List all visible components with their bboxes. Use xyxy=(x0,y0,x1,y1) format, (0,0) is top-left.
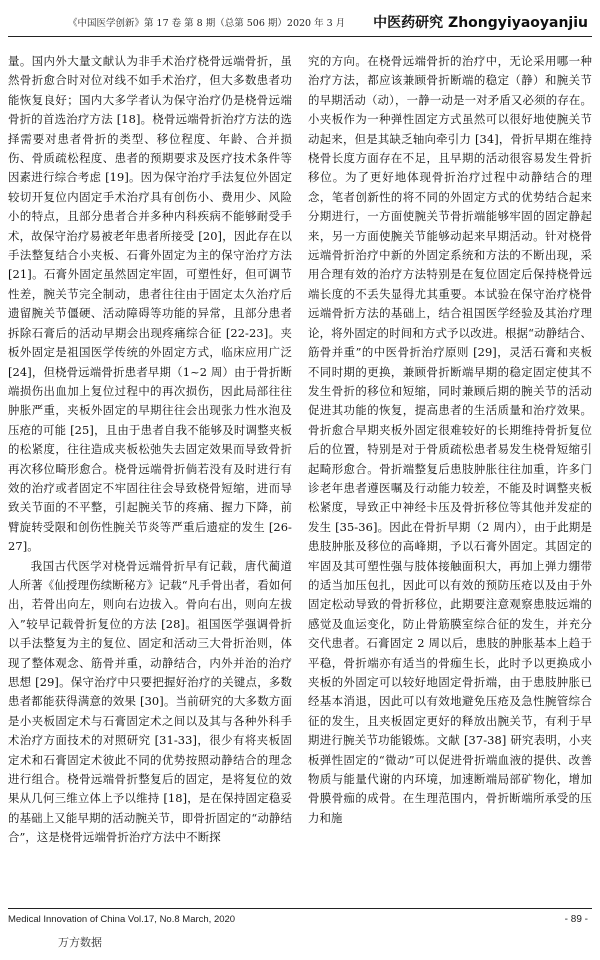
right-paragraph-1: 究的方向。在桡骨远端骨折的治疗中，无论采用哪一种治疗方法，都应该兼顾骨折断端的稳定（静）和腕关节的早期活动（动），一静一动是一对矛盾又必须的存在。小夹板作为一种弹性固定方式虽然可以很好地使腕关节动起来，但是其缺乏轴向牵引力 [34]，骨折早期在维持桡骨长度方面存在不足，且早期的活动很容易发生骨折移位。为了更好地体现骨折治疗过程中动静结合的理念，笔者创新性的将不同的外固定方式的优势结合起来分期进行，一方面使腕关节骨折端能够牢固的固定静起来，另一方面使腕关节能够动起来早期活动。针对桡骨远端骨折治疗中新的外固定系统和方法的不断出现，采用合理有效的治疗方法特别是在复位固定后保持桡骨远端长度的不丢失显得尤其重要。本试验在保守治疗桡骨远端骨折方法的基础上，结合祖国医学经验及其治疗理论，将外固定的时间和方式予以改进。根据“动静结合、筋骨并重”的中医骨折治疗原则 [29]，灵活石膏和夹板不同时期的更换，兼顾骨折断端早期的稳定固定使其不发生骨折的移位和短缩，同时兼顾后期的腕关节的活动促进其功能的恢复，提高患者的生活质量和治疗效果。骨折愈合早期夹板外固定很难较好的长期维持骨折复位后的位置，特别是对于骨质疏松患者易发生桡骨短缩引起畸形愈合。骨折端整复后患肢肿胀往往加重，许多门诊老年患者遵医嘱及行动能力较差，不能及时调整夹板松紧度，导致正中神经卡压及骨折移位等其他并发症的发生 [35-36]。因此在骨折早期（2 周内），由于此期是患肢肿胀及移位的高峰期，予以石膏外固定。其固定的牢固及其可塑性强与肢体接触面积大，再加上弹力绷带的适当加压包扎，因此可以有效的预防压疮以及由于外固定松动导致的骨折移位，此期要注意观察患肢远端的感觉及血运变化，防止骨筋膜室综合征的发生，并充分交代患者。石膏固定 2 周以后，患肢的肿胀基本上趋于平稳，骨折端亦有适当的骨痂生长，此时予以更换成小夹板的外固定可以较好地固定骨折端，由于患肢肿胀已经基本消退，因此可以有效地避免压疮及急性腕管综合征的发生，且夹板固定更好的释放出腕关节，有利于早期进行腕关节功能锻炼。文献 [37-38] 研究表明，小夹板弹性固定的“微动”可以促进骨折端血液的提供、改善物质与能量代谢的内环境，加速断端局部矿物化，增加骨膜骨痂的成骨。在生理范围内，骨折断端所承受的压力和施 xyxy=(308,54,592,825)
left-column xyxy=(8,52,292,848)
page-header xyxy=(8,12,592,32)
footer-journal-citation: Medical Innovation of China Vol.17, No.8 March, 2020 xyxy=(8,914,236,925)
section-title: 中医药研究 Zhongyiyaoyanjiu xyxy=(373,15,588,31)
page-number: - 89 - xyxy=(564,914,588,925)
footer-divider xyxy=(8,908,592,909)
left-paragraph-2: 我国古代医学对桡骨远端骨折早有记载，唐代蔺道人所著《仙授理伤续断秘方》记载“凡手骨出者，看如何出，若骨出向左，则向右边拔入。骨向右出，则向左拔入”较早记载骨折复位的方法 [28]。祖国医学强调骨折以手法整复为主的复位、固定和活动三大骨折治则，体现了整体观念、筋骨并重，动静结合，内外并治的治疗思想 [29]。保守治疗中只要把握好治疗的关键点，多数患者都能获得满意的效果 [30]。当前研究的大多数方面是小夹板固定术与石膏固定术之间以及其与各种外科手术治疗方面技术的对照研究 [31-33]，很少有将夹板固定术和石膏固定术彼此不同的优势按照动静结合的理念进行组合。桡骨远端骨折整复后的固定，是将复位的效果从几何三维立体上予以维持 [18]，是在保持固定稳妥的基础上又能早期的活动腕关节，即骨折固定的“动静结合”，这是桡骨远端骨折治疗方法中不断探 xyxy=(8,558,292,845)
left-paragraph-1: 量。国内外大量文献认为非手术治疗桡骨远端骨折，虽然骨折愈合时对位对线不如手术治疗，但大多数患者功能恢复良好；国内大多学者认为保守治疗仍是桡骨远端骨折的首选治疗方法 [18]。桡骨远端骨折治疗方法的选择需要对患者骨折的类型、移位程度、年龄、合并损伤、骨质疏松程度、患者的预期要求及医疗技术条件等因素进行综合考虑 [19]。因为保守治疗手法复位外固定较切开复位内固定手术治疗具有创伤小、费用少、风险小的特点，且部分患者合并多种内科疾病不能够耐受手术，故保守治疗易被老年患者所接受 [20]，因此存在以手法整复结合小夹板、石膏外固定为主的保守治疗方法 [21]。石膏外固定虽然固定牢固，可塑性好，但可调节性差，腕关节完全制动，患者往往由于固定太久治疗后遗留腕关节僵硬、活动障碍等功能的异常，且部分患者拆除石膏后的活动早期会出现疼痛综合征 [22-23]。夹板外固定是祖国医学传统的外固定方式，临床应用广泛 [24]，但桡骨远端骨折患者早期（1~2 周）由于骨折断端损伤出血加上复位过程中的再次损伤，因此局部往往肿胀严重，夹板外固定的早期往往会出现张力性水泡及压疮的可能 [25]，且由于患者自我不能够及时调整夹板的松紧度，往往造成夹板松弛失去固定效果而导致骨折再次移位畸形愈合。桡骨远端骨折倘若没有及时进行有效的治疗或者固定不牢固往往会导致桡骨短缩，进而导致关节面的不平整，引起腕关节的疼痛、握力下降，前臂旋转受限和创伤性腕关节炎等严重后遗症的发生 [26-27]。 xyxy=(8,54,292,554)
watermark: 万方数据 xyxy=(58,936,102,949)
journal-info: 《中国医学创新》第 17 卷 第 8 期（总第 506 期）2020 年 3 月 xyxy=(68,18,346,29)
header-divider xyxy=(8,36,592,37)
right-column xyxy=(308,52,592,828)
